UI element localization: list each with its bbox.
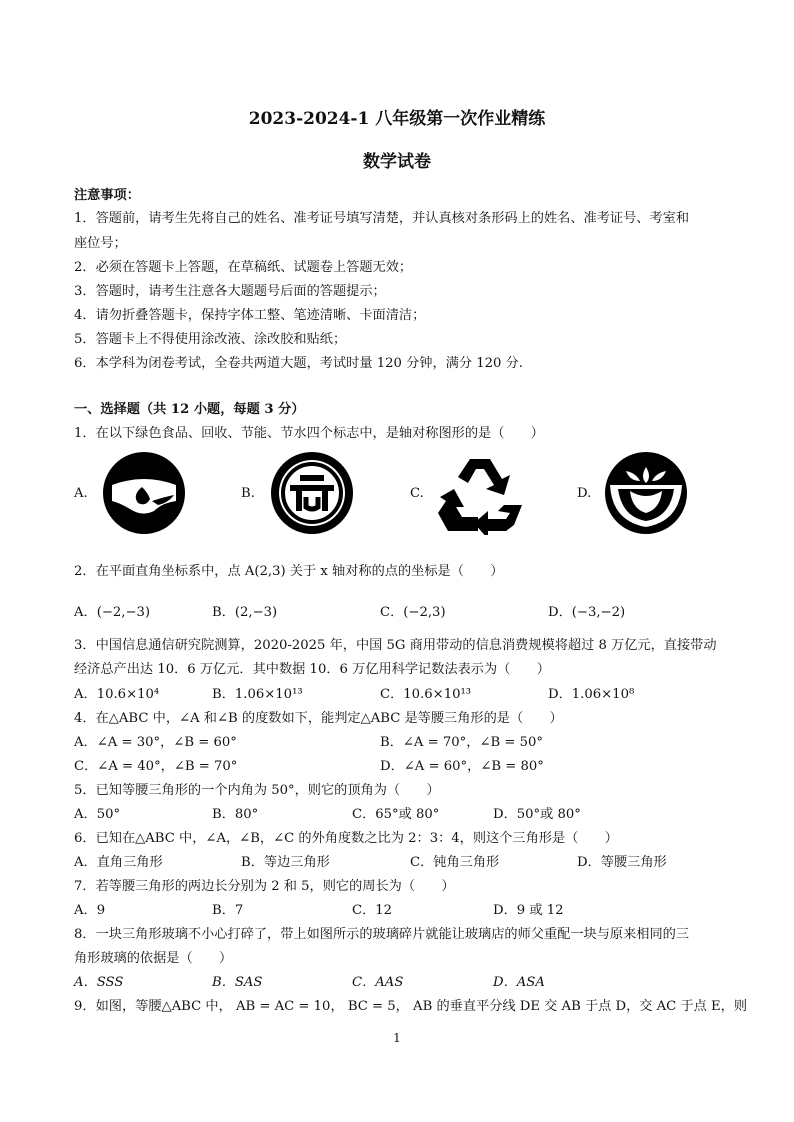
question-4-stem: 4．在△ABC 中，∠A 和∠B 的度数如下，能判定△ABC 是等腰三角形的是（ ）: [74, 711, 563, 726]
q8-option-b: B．SAS: [212, 975, 263, 990]
green-food-logo-icon: [102, 451, 186, 535]
q4-option-d: D．∠A = 60°，∠B = 80°: [380, 759, 544, 774]
q7-option-d: D．9 或 12: [493, 903, 564, 918]
q5-option-a: A．50°: [74, 807, 121, 822]
q1-option-b-label: B.: [241, 486, 255, 501]
notice-item: 4．请勿折叠答题卡，保持字体工整、笔迹清晰、卡面清洁；: [74, 308, 426, 323]
q5-option-c: C．65°或 80°: [352, 807, 440, 822]
notice-item: 1．答题前，请考生先将自己的姓名、准考证号填写清楚，并认真核对条形码上的姓名、准考证号、考室和: [74, 211, 690, 226]
question-6-stem: 6．已知在△ABC 中，∠A，∠B，∠C 的外角度数之比为 2：3：4，则这个三角形是（ ）: [74, 831, 618, 846]
q8-option-a: A．SSS: [74, 975, 124, 990]
notice-item: 座位号；: [74, 236, 127, 251]
q2-option-c: C．(−2,3): [380, 605, 446, 620]
question-5-stem: 5．已知等腰三角形的一个内角为 50°，则它的顶角为（ ）: [74, 783, 440, 798]
q7-option-b: B．7: [212, 903, 244, 918]
question-7-stem: 7．若等腰三角形的两边长分别为 2 和 5，则它的周长为（ ）: [74, 879, 455, 894]
q3-option-b: B．1.06×10¹³: [212, 687, 303, 702]
question-2-stem: 2．在平面直角坐标系中，点 A(2,3) 关于 x 轴对称的点的坐标是（ ）: [74, 564, 504, 579]
q6-option-a: A．直角三角形: [74, 855, 163, 870]
q8-option-c: C．AAS: [352, 975, 404, 990]
page-number: 1: [393, 1031, 401, 1045]
exam-title: 2023-2024-1 八年级第一次作业精练: [248, 109, 546, 129]
notice-item: 6．本学科为闭卷考试，全卷共两道大题，考试时量 120 分钟，满分 120 分.: [74, 356, 523, 371]
notice-item: 3．答题时，请考生注意各大题题号后面的答题提示；: [74, 284, 386, 299]
q3-option-a: A．10.6×10⁴: [74, 687, 160, 702]
q2-option-a: A．(−2,−3): [74, 605, 151, 620]
notice-item: 2．必须在答题卡上答题，在草稿纸、试题卷上答题无效；: [74, 260, 413, 275]
q1-option-d-label: D.: [577, 486, 592, 501]
q5-option-d: D．50°或 80°: [493, 807, 581, 822]
q2-option-b: B．(2,−3): [212, 605, 278, 620]
energy-saving-logo-icon: [270, 451, 354, 535]
q8-option-d: D．ASA: [493, 975, 545, 990]
q6-option-d: D．等腰三角形: [577, 855, 667, 870]
q2-option-d: D．(−3,−2): [548, 605, 626, 620]
water-saving-logo-icon: [604, 451, 688, 535]
q7-option-a: A．9: [74, 903, 106, 918]
q6-option-c: C．钝角三角形: [410, 855, 500, 870]
q1-option-c-label: C.: [410, 486, 424, 501]
question-8-stem-line1: 8．一块三角形玻璃不小心打碎了，带上如图所示的玻璃碎片就能让玻璃店的师父重配一块与原来相同的三: [74, 927, 690, 942]
q7-option-c: C．12: [352, 903, 393, 918]
q4-option-c: C．∠A = 40°，∠B = 70°: [74, 759, 238, 774]
q3-option-c: C．10.6×10¹³: [380, 687, 472, 702]
section-heading: 一、选择题（共 12 小题，每题 3 分）: [74, 402, 305, 417]
question-1-stem: 1．在以下绿色食品、回收、节能、节水四个标志中，是轴对称图形的是（ ）: [74, 426, 544, 441]
q6-option-b: B．等边三角形: [241, 855, 330, 870]
q4-option-a: A．∠A = 30°，∠B = 60°: [74, 735, 237, 750]
question-3-stem-line2: 经济总产出达 10．6 万亿元．其中数据 10．6 万亿用科学记数法表示为（ ）: [74, 662, 550, 677]
recycle-logo-icon: [434, 455, 526, 535]
question-9-stem: 9．如图，等腰△ABC 中， AB = AC = 10， BC = 5， AB 的垂直平分线 DE 交 AB 于点 D，交 AC 于点 E，则: [74, 999, 748, 1014]
q1-option-a-label: A.: [74, 486, 88, 501]
question-8-stem-line2: 角形玻璃的依据是（ ）: [74, 951, 233, 966]
q5-option-b: B．80°: [212, 807, 259, 822]
notice-item: 5．答题卡上不得使用涂改液、涂改胶和贴纸；: [74, 332, 347, 347]
notice-heading: 注意事项：: [74, 188, 140, 203]
exam-subtitle: 数学试卷: [363, 152, 431, 172]
q3-option-d: D．1.06×10⁸: [548, 687, 635, 702]
q4-option-b: B．∠A = 70°，∠B = 50°: [380, 735, 543, 750]
question-3-stem-line1: 3．中国信息通信研究院测算，2020-2025 年，中国 5G 商用带动的信息消费规模将超过 8 万亿元，直接带动: [74, 638, 717, 653]
